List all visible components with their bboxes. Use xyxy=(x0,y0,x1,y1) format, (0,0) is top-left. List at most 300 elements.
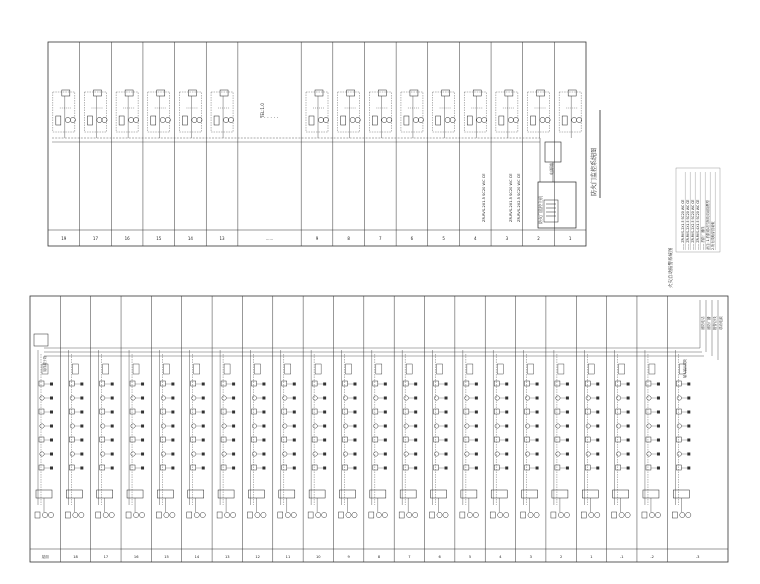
alarm-bell-symbol xyxy=(467,512,472,517)
smoke-detector-symbol xyxy=(465,424,469,428)
device-terminal-mark xyxy=(111,453,114,456)
floor-label-tag xyxy=(224,364,230,374)
device-terminal-mark xyxy=(445,425,448,428)
top-door-monitor-devices xyxy=(53,90,582,138)
power-supply-box xyxy=(545,142,561,162)
input-module-symbol xyxy=(373,465,378,470)
input-module-symbol xyxy=(646,381,651,386)
floor-junction-box xyxy=(582,490,598,498)
alarm-bell-symbol xyxy=(346,512,351,517)
input-module-symbol xyxy=(130,437,135,442)
input-module-symbol xyxy=(464,409,469,414)
manual-call-point-symbol xyxy=(430,512,435,518)
smoke-detector-symbol xyxy=(374,424,378,428)
door-closer-symbol xyxy=(382,117,387,122)
device-terminal-mark xyxy=(627,467,630,470)
input-module-symbol xyxy=(251,381,256,386)
alarm-bell-symbol xyxy=(625,512,630,517)
legend-line-text: 备注: 1.消防联动控制线采用阻燃型 xyxy=(706,200,710,250)
bottom-floor-label: 8 xyxy=(377,555,381,559)
device-terminal-mark xyxy=(687,453,690,456)
input-module-symbol xyxy=(494,465,499,470)
legend-line-text: 2.所有线路穿管暗敷 xyxy=(711,221,715,250)
alarm-bell-symbol xyxy=(164,512,169,517)
device-terminal-mark xyxy=(475,411,478,414)
device-terminal-mark xyxy=(657,397,660,400)
smoke-detector-symbol xyxy=(343,396,347,400)
device-terminal-mark xyxy=(414,411,417,414)
smoke-detector-symbol xyxy=(40,396,44,400)
input-module-symbol xyxy=(160,465,165,470)
smoke-detector-symbol xyxy=(313,452,317,456)
input-module-symbol xyxy=(403,437,408,442)
door-closer-symbol xyxy=(450,117,455,122)
bottom-floor-label: 14 xyxy=(194,555,200,559)
device-terminal-mark xyxy=(50,383,53,386)
input-module-symbol xyxy=(69,381,74,386)
alarm-bell-symbol xyxy=(558,512,563,517)
manual-call-point-symbol xyxy=(369,512,374,518)
manual-call-point-symbol xyxy=(35,512,40,518)
device-terminal-mark xyxy=(657,453,660,456)
device-terminal-mark xyxy=(687,425,690,428)
door-monitor-module xyxy=(347,90,355,96)
manual-call-point-symbol xyxy=(521,512,526,518)
smoke-detector-symbol xyxy=(495,452,499,456)
device-terminal-mark xyxy=(353,453,356,456)
device-terminal-mark xyxy=(353,439,356,442)
smoke-detector-symbol xyxy=(343,424,347,428)
manual-call-point-symbol xyxy=(96,512,101,518)
bottom-alarm-devices xyxy=(35,350,691,518)
device-terminal-mark xyxy=(687,397,690,400)
device-terminal-mark xyxy=(384,411,387,414)
input-module-symbol xyxy=(69,409,74,414)
alarm-bell-symbol xyxy=(352,512,357,517)
smoke-detector-symbol xyxy=(586,396,590,400)
input-module-symbol xyxy=(585,437,590,442)
smoke-detector-symbol xyxy=(586,424,590,428)
smoke-detector-symbol xyxy=(404,396,408,400)
door-monitor-module xyxy=(93,90,101,96)
smoke-detector-symbol xyxy=(343,452,347,456)
main-riser-lines xyxy=(44,300,718,360)
device-terminal-mark xyxy=(141,439,144,442)
smoke-detector-symbol xyxy=(556,452,560,456)
alarm-bell-symbol xyxy=(285,512,290,517)
smoke-detector-symbol xyxy=(40,424,44,428)
door-monitor-module xyxy=(315,90,323,96)
input-module-symbol xyxy=(69,465,74,470)
manual-call-point-symbol xyxy=(156,512,161,518)
device-terminal-mark xyxy=(566,397,569,400)
manual-call-point-symbol xyxy=(460,512,465,518)
device-terminal-mark xyxy=(475,397,478,400)
device-terminal-mark xyxy=(111,411,114,414)
floor-junction-box xyxy=(279,490,295,498)
device-terminal-mark xyxy=(414,467,417,470)
legend-block xyxy=(667,168,720,288)
smoke-detector-symbol xyxy=(525,396,529,400)
floor-junction-box xyxy=(613,490,629,498)
device-terminal-mark xyxy=(202,397,205,400)
input-module-symbol xyxy=(373,381,378,386)
top-floor-label: 8 xyxy=(347,236,350,241)
door-magnet-symbol xyxy=(87,116,92,125)
top-floor-label: 1 xyxy=(568,236,572,241)
device-terminal-mark xyxy=(202,383,205,386)
top-floor-label: 16 xyxy=(124,236,130,241)
smoke-detector-symbol xyxy=(283,452,287,456)
device-terminal-mark xyxy=(445,467,448,470)
device-terminal-mark xyxy=(566,425,569,428)
device-terminal-mark xyxy=(293,453,296,456)
door-closer-symbol xyxy=(102,117,107,122)
device-terminal-mark xyxy=(596,439,599,442)
device-terminal-mark xyxy=(353,383,356,386)
bottom-floor-label: 15 xyxy=(164,555,169,559)
top-floor-label: 19 xyxy=(61,236,67,241)
input-module-symbol xyxy=(434,409,439,414)
device-terminal-mark xyxy=(141,453,144,456)
smoke-detector-symbol xyxy=(131,424,135,428)
door-closer-symbol xyxy=(445,117,450,122)
input-module-symbol xyxy=(616,381,621,386)
smoke-detector-symbol xyxy=(616,452,620,456)
device-terminal-mark xyxy=(323,411,326,414)
input-module-symbol xyxy=(616,465,621,470)
input-module-symbol xyxy=(403,381,408,386)
input-module-symbol xyxy=(282,381,287,386)
input-module-symbol xyxy=(585,409,590,414)
top-floor-label: 14 xyxy=(187,236,193,241)
legend-line-text: —— ZR-RVS-2X1.5 SC20 WC CE xyxy=(681,199,685,250)
legend-title: 火灾自动报警系统图 xyxy=(669,247,674,288)
input-module-symbol xyxy=(191,437,196,442)
input-module-symbol xyxy=(191,465,196,470)
door-enclosure xyxy=(369,92,391,132)
input-module-symbol xyxy=(191,409,196,414)
floor-label-tag xyxy=(285,364,291,374)
device-terminal-mark xyxy=(353,411,356,414)
alarm-bell-symbol xyxy=(73,512,78,517)
device-terminal-mark xyxy=(232,383,235,386)
alarm-bell-symbol xyxy=(291,512,296,517)
door-enclosure xyxy=(53,92,75,132)
device-terminal-mark xyxy=(111,439,114,442)
smoke-detector-symbol xyxy=(192,396,196,400)
manual-call-point-symbol xyxy=(308,512,313,518)
input-module-symbol xyxy=(251,437,256,442)
door-monitor-module xyxy=(62,90,70,96)
device-terminal-mark xyxy=(536,383,539,386)
floor-label-tag xyxy=(194,364,200,374)
device-terminal-mark xyxy=(596,467,599,470)
door-closer-symbol xyxy=(65,117,70,122)
door-enclosure xyxy=(528,92,550,132)
power-supply-label: 电源箱 xyxy=(549,163,554,175)
input-module-symbol xyxy=(251,409,256,414)
device-terminal-mark xyxy=(323,397,326,400)
input-module-symbol xyxy=(403,409,408,414)
input-module-symbol xyxy=(191,381,196,386)
device-terminal-mark xyxy=(445,397,448,400)
device-terminal-mark xyxy=(262,439,265,442)
device-terminal-mark xyxy=(323,439,326,442)
smoke-detector-symbol xyxy=(525,424,529,428)
door-magnet-symbol xyxy=(499,116,504,125)
device-terminal-mark xyxy=(475,453,478,456)
input-module-symbol xyxy=(69,437,74,442)
device-terminal-mark xyxy=(171,411,174,414)
device-terminal-mark xyxy=(566,439,569,442)
manual-call-point-symbol xyxy=(642,512,647,518)
floor-junction-box xyxy=(339,490,355,498)
smoke-detector-symbol xyxy=(161,452,165,456)
input-module-symbol xyxy=(464,465,469,470)
device-terminal-mark xyxy=(566,383,569,386)
device-terminal-mark xyxy=(687,411,690,414)
manual-call-point-symbol xyxy=(490,512,495,518)
device-terminal-mark xyxy=(627,425,630,428)
device-terminal-mark xyxy=(475,467,478,470)
floor-label-tag xyxy=(497,364,503,374)
smoke-detector-symbol xyxy=(647,424,651,428)
device-terminal-mark xyxy=(202,467,205,470)
device-terminal-mark xyxy=(293,411,296,414)
smoke-detector-symbol xyxy=(556,396,560,400)
device-terminal-mark xyxy=(80,397,83,400)
floor-junction-box xyxy=(127,490,143,498)
input-module-symbol xyxy=(39,465,44,470)
manual-call-point-symbol xyxy=(581,512,586,518)
smoke-detector-symbol xyxy=(192,452,196,456)
input-module-symbol xyxy=(39,381,44,386)
alarm-bell-symbol xyxy=(382,512,387,517)
top-vertical-title: 防火门监控系统图 xyxy=(591,147,598,196)
device-terminal-mark xyxy=(141,383,144,386)
terminal-box-label: 接线端子箱 xyxy=(43,356,47,372)
door-enclosure xyxy=(433,92,455,132)
device-terminal-mark xyxy=(171,383,174,386)
device-terminal-mark xyxy=(475,383,478,386)
door-enclosure xyxy=(148,92,170,132)
device-terminal-mark xyxy=(353,467,356,470)
alarm-bell-symbol xyxy=(443,512,448,517)
alarm-bell-symbol xyxy=(194,512,199,517)
bottom-floor-label: -1 xyxy=(619,555,624,559)
bottom-floor-label: 1 xyxy=(590,555,593,559)
manual-call-point-symbol xyxy=(126,512,131,518)
door-closer-symbol xyxy=(129,117,134,122)
floor-junction-box xyxy=(309,490,325,498)
alarm-bell-symbol xyxy=(316,512,321,517)
smoke-detector-symbol xyxy=(647,396,651,400)
door-closer-symbol xyxy=(513,117,518,122)
door-closer-symbol xyxy=(572,117,577,122)
device-terminal-mark xyxy=(536,439,539,442)
smoke-detector-symbol xyxy=(647,452,651,456)
door-closer-symbol xyxy=(97,117,102,122)
door-magnet-symbol xyxy=(341,116,346,125)
device-terminal-mark xyxy=(171,467,174,470)
device-terminal-mark xyxy=(505,411,508,414)
smoke-detector-symbol xyxy=(70,396,74,400)
input-module-symbol xyxy=(646,437,651,442)
device-terminal-mark xyxy=(536,453,539,456)
input-module-symbol xyxy=(160,409,165,414)
device-terminal-mark xyxy=(445,411,448,414)
smoke-detector-symbol xyxy=(616,424,620,428)
door-closer-symbol xyxy=(477,117,482,122)
bottom-floor-label: -2 xyxy=(650,555,654,559)
floor-junction-box xyxy=(36,490,52,498)
device-terminal-mark xyxy=(111,425,114,428)
alarm-bell-symbol xyxy=(528,512,533,517)
door-magnet-symbol xyxy=(467,116,472,125)
alarm-bell-symbol xyxy=(498,512,503,517)
input-module-symbol xyxy=(676,409,681,414)
door-closer-symbol xyxy=(387,117,392,122)
device-terminal-mark xyxy=(262,453,265,456)
door-magnet-symbol xyxy=(404,116,409,125)
input-module-symbol xyxy=(434,465,439,470)
input-module-symbol xyxy=(434,437,439,442)
top-ellipsis-mark: . . . . . . xyxy=(260,114,279,120)
device-terminal-mark xyxy=(505,467,508,470)
smoke-detector-symbol xyxy=(100,396,104,400)
floor-label-tag xyxy=(406,364,412,374)
input-module-symbol xyxy=(525,409,530,414)
bottom-floor-label: 16 xyxy=(133,555,139,559)
input-module-symbol xyxy=(525,437,530,442)
smoke-detector-symbol xyxy=(374,452,378,456)
device-terminal-mark xyxy=(323,425,326,428)
door-closer-symbol xyxy=(418,117,423,122)
floor-label-tag xyxy=(315,364,321,374)
door-enclosure xyxy=(179,92,201,132)
smoke-detector-symbol xyxy=(404,424,408,428)
device-terminal-mark xyxy=(50,397,53,400)
input-module-symbol xyxy=(221,381,226,386)
device-terminal-mark xyxy=(80,439,83,442)
device-terminal-mark xyxy=(232,397,235,400)
bottom-floor-label: 5 xyxy=(468,555,472,559)
door-enclosure xyxy=(211,92,233,132)
device-terminal-mark xyxy=(202,425,205,428)
device-terminal-mark xyxy=(171,397,174,400)
alarm-bell-symbol xyxy=(48,512,53,517)
top-floor-label: 3 xyxy=(505,236,509,241)
bottom-floor-label: 9 xyxy=(347,555,350,559)
door-enclosure xyxy=(559,92,581,132)
device-terminal-mark xyxy=(536,425,539,428)
door-closer-symbol xyxy=(508,117,513,122)
device-terminal-mark xyxy=(293,467,296,470)
floor-junction-box xyxy=(522,490,538,498)
device-terminal-mark xyxy=(475,439,478,442)
bottom-floor-label: 2 xyxy=(559,555,563,559)
input-module-symbol xyxy=(403,465,408,470)
device-terminal-mark xyxy=(50,425,53,428)
bottom-floor-label: 屋面 xyxy=(41,555,49,559)
alarm-bell-symbol xyxy=(230,512,235,517)
bottom-floor-label: 18 xyxy=(73,555,78,559)
smoke-detector-symbol xyxy=(404,452,408,456)
bottom-floor-label: 11 xyxy=(285,555,291,559)
input-module-symbol xyxy=(100,409,105,414)
alarm-bell-symbol xyxy=(322,512,327,517)
device-terminal-mark xyxy=(80,467,83,470)
floor-junction-box xyxy=(157,490,173,498)
top-floor-label: 13 xyxy=(219,236,225,241)
input-module-symbol xyxy=(160,381,165,386)
device-terminal-mark xyxy=(657,467,660,470)
door-monitor-module xyxy=(188,90,196,96)
device-terminal-mark xyxy=(596,453,599,456)
smoke-detector-symbol xyxy=(465,452,469,456)
bottom-floor-labels xyxy=(42,554,700,559)
smoke-detector-symbol xyxy=(283,396,287,400)
smoke-detector-symbol xyxy=(70,424,74,428)
smoke-detector-symbol xyxy=(252,452,256,456)
device-terminal-mark xyxy=(80,425,83,428)
door-magnet-symbol xyxy=(151,116,156,125)
door-magnet-symbol xyxy=(372,116,377,125)
top-floor-label: 5 xyxy=(442,236,445,241)
device-terminal-mark xyxy=(50,411,53,414)
input-module-symbol xyxy=(130,465,135,470)
alarm-bell-symbol xyxy=(376,512,381,517)
smoke-detector-symbol xyxy=(525,452,529,456)
device-terminal-mark xyxy=(414,397,417,400)
device-terminal-mark xyxy=(384,453,387,456)
input-module-symbol xyxy=(464,381,469,386)
floor-label-tag xyxy=(649,364,655,374)
input-module-symbol xyxy=(494,381,499,386)
device-terminal-mark xyxy=(141,467,144,470)
top-floor-labels xyxy=(61,236,572,241)
door-closer-symbol xyxy=(323,117,328,122)
device-terminal-mark xyxy=(505,425,508,428)
input-module-symbol xyxy=(555,409,560,414)
floor-junction-box xyxy=(643,490,659,498)
manual-call-point-symbol xyxy=(612,512,617,518)
smoke-detector-symbol xyxy=(161,396,165,400)
input-module-symbol xyxy=(616,437,621,442)
device-terminal-mark xyxy=(232,411,235,414)
alarm-bell-symbol xyxy=(103,512,108,517)
door-enclosure xyxy=(84,92,106,132)
alarm-bell-symbol xyxy=(413,512,418,517)
input-module-symbol xyxy=(312,437,317,442)
floor-junction-box xyxy=(431,490,447,498)
device-terminal-mark xyxy=(566,467,569,470)
device-terminal-mark xyxy=(687,439,690,442)
input-module-symbol xyxy=(676,381,681,386)
bottom-diagram-frame xyxy=(30,296,728,562)
floor-label-tag xyxy=(163,364,169,374)
input-module-symbol xyxy=(555,465,560,470)
alarm-bell-symbol xyxy=(200,512,205,517)
device-terminal-mark xyxy=(536,467,539,470)
device-terminal-mark xyxy=(141,425,144,428)
door-magnet-symbol xyxy=(214,116,219,125)
floor-junction-box xyxy=(248,490,264,498)
door-monitor-module xyxy=(537,90,545,96)
smoke-detector-symbol xyxy=(283,424,287,428)
cable-label-2: ZR-RVS-2X1.5 SC20 WC CE xyxy=(509,173,513,222)
